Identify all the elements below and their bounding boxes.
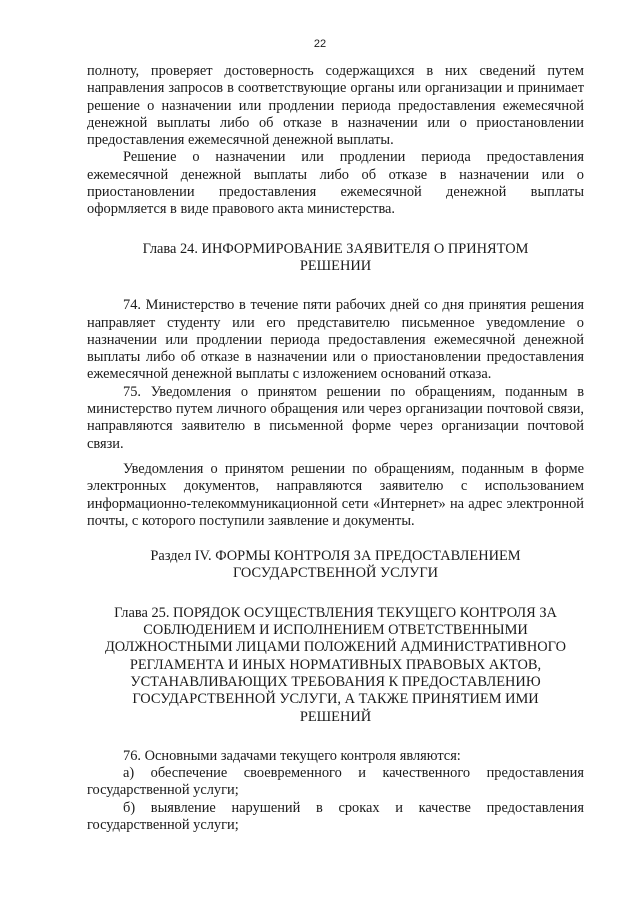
chapter-24-heading: Глава 24. ИНФОРМИРОВАНИЕ ЗАЯВИТЕЛЯ О ПРИНЯТОМ РЕШЕНИИ — [142, 240, 529, 274]
paragraph-75: 75. Уведомления о принятом решении по обращениям, поданным в министерство путем личного обращения или через организации почтовой связи, направляются заявителю в письменной форме через организации почтовой связи. — [87, 383, 584, 452]
document-body — [87, 63, 584, 834]
paragraph-74: 74. Министерство в течение пяти рабочих дней со дня принятия решения направляет студенту или его представителю письменное уведомление о назначении или продлении периода предоставления ежемесячной денежной выплаты либо об отказе в назначении или о приостановлении предоставления ежемесячной денежной выплаты с изложением оснований отказа. — [87, 297, 584, 383]
paragraph-decision: Решение о назначении или продлении периода предоставления ежемесячной денежной выплаты либо об отказе в назначении или о приостановлении предоставления ежемесячной денежной выплаты оформляется в виде правового акта министерства. — [87, 149, 584, 218]
section-4-heading: Раздел IV. ФОРМЫ КОНТРОЛЯ ЗА ПРЕДОСТАВЛЕНИЕМ ГОСУДАРСТВЕННОЙ УСЛУГИ — [150, 548, 521, 582]
paragraph-76-b: б) выявление нарушений в сроках и качестве предоставления государственной услуги; — [87, 799, 584, 833]
paragraph-76-a: а) обеспечение своевременного и качественного предоставления государственной услуги; — [87, 765, 584, 799]
paragraph-76: 76. Основными задачами текущего контроля являются: — [123, 747, 461, 764]
page-number: 22 — [313, 38, 327, 50]
paragraph-75-electronic: Уведомления о принятом решении по обращениям, поданным в форме электронных документов, направляются заявителю с использованием информационно-телекоммуникационной сети «Интернет» на адрес электронной почты, с которого поступили заявление и документы. — [87, 460, 584, 529]
chapter-25-heading: Глава 25. ПОРЯДОК ОСУЩЕСТВЛЕНИЯ ТЕКУЩЕГО КОНТРОЛЯ ЗА СОБЛЮДЕНИЕМ И ИСПОЛНЕНИЕМ ОТВЕТСТВЕННЫМИ ДОЛЖНОСТНЫМИ ЛИЦАМИ ПОЛОЖЕНИЙ АДМИНИСТРАТИВНОГО РЕГЛАМЕНТА И ИНЫХ НОРМАТИВНЫХ ПРАВОВЫХ АКТОВ, УСТАНАВЛИВАЮЩИХ ТРЕБОВАНИЯ К ПРЕДОСТАВЛЕНИЮ ГОСУДАРСТВЕННОЙ УСЛУГИ, А ТАКЖЕ ПРИНЯТИЕМ ИМИ РЕШЕНИЙ — [104, 604, 567, 725]
paragraph-continuation: полноту, проверяет достоверность содержащихся в них сведений путем направления запросов в соответствующие органы или организации и принимает решение о назначении или продлении периода предоставления ежемесячной денежной выплаты либо об отказе в назначении или о приостановлении предоставления ежемесячной денежной выплаты. — [87, 63, 584, 149]
